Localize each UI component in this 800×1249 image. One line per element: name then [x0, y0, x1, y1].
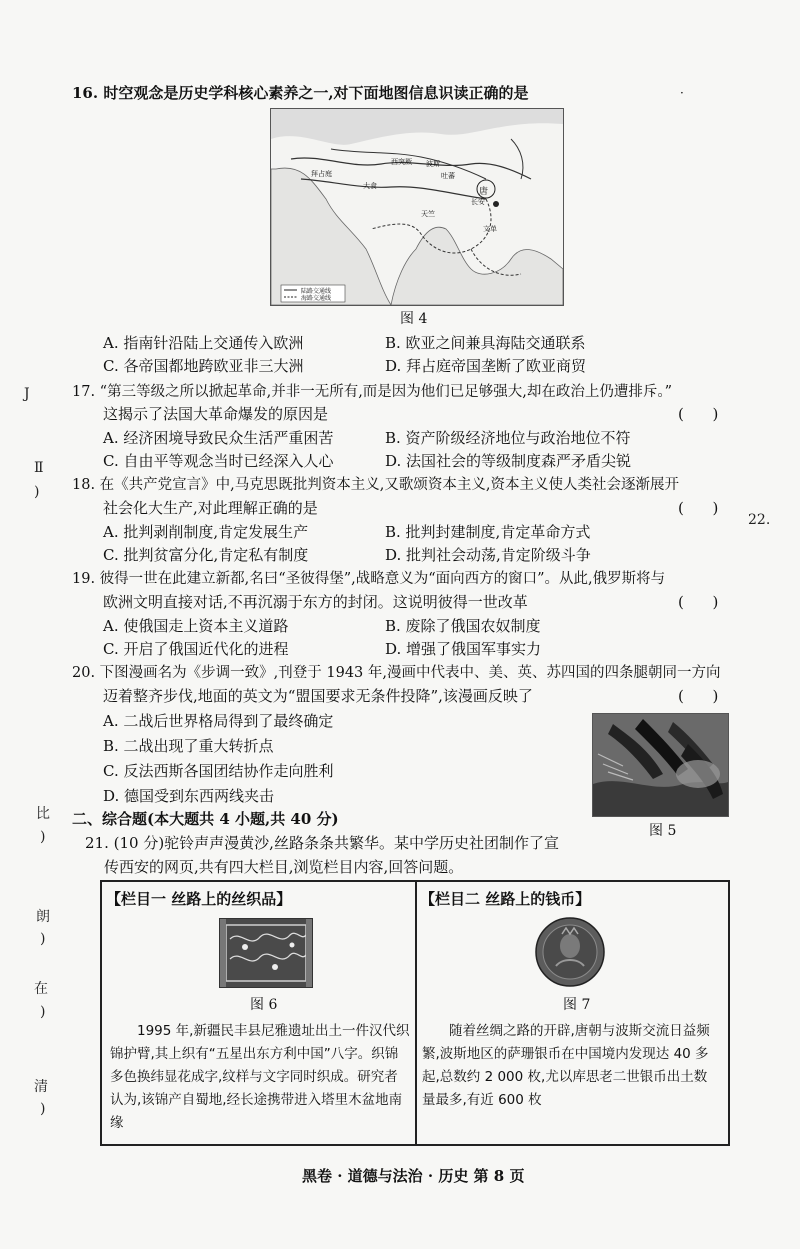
- figure-5-caption: 图 5: [649, 823, 677, 839]
- margin-mark: ): [40, 829, 46, 845]
- q19-option-a[interactable]: A. 使俄国走上资本主义道路: [103, 617, 289, 635]
- q20-option-d[interactable]: D. 德国受到东西两线夹击: [103, 787, 275, 805]
- q16-stem: 16. 时空观念是历史学科核心素养之一,对下面地图信息识读正确的是: [72, 84, 529, 102]
- q18-option-a[interactable]: A. 批判剥削制度,肯定发展生产: [103, 523, 309, 541]
- q19-option-b[interactable]: B. 废除了俄国农奴制度: [385, 617, 541, 635]
- margin-mark: ): [40, 1101, 46, 1117]
- q20-option-a[interactable]: A. 二战后世界格局得到了最终确定: [103, 712, 334, 730]
- map-label: 大食: [363, 182, 377, 190]
- q21-columns-box: [100, 880, 730, 1146]
- q18-stem-line1: 18. 在《共产党宣言》中,马克思既批判资本主义,又歌颂资本主义,资本主义使人类社会逐渐展开: [72, 477, 679, 493]
- map-label: 西突厥: [391, 158, 412, 166]
- figure-7-caption: 图 7: [563, 997, 591, 1013]
- q16-option-b[interactable]: B. 欧亚之间兼具海陆交通联系: [385, 334, 586, 352]
- q16-option-d[interactable]: D. 拜占庭帝国垄断了欧亚商贸: [385, 357, 587, 375]
- q17-stem-line1: 17. “第三等级之所以掀起革命,并非一无所有,而是因为他们已足够强大,却在政治上仍遭排斥。”: [72, 384, 673, 400]
- q18-option-c[interactable]: C. 批判贫富分化,肯定私有制度: [103, 546, 309, 564]
- q20-option-b[interactable]: B. 二战出现了重大转折点: [103, 737, 274, 755]
- q18-stem-line2: 社会化大生产,对此理解正确的是: [103, 499, 318, 517]
- q18-answer-blank[interactable]: ( ): [678, 499, 719, 517]
- q20-stem-line1: 20. 下图漫画名为《步调一致》,刊登于 1943 年,漫画中代表中、美、英、苏四国的四条腿朝同一方向: [72, 665, 721, 681]
- figure-7-coin: [534, 916, 606, 988]
- map-label: 文单: [483, 225, 497, 233]
- marching-legs-cartoon-icon: [593, 714, 728, 816]
- figure-4-map: [270, 108, 564, 306]
- figure-5-cartoon: [592, 713, 729, 817]
- q18-option-b[interactable]: B. 批判封建制度,肯定革命方式: [385, 523, 591, 541]
- margin-mark: 朗: [36, 909, 50, 925]
- margin-mark: J: [24, 386, 30, 402]
- figure-6-brocade: [219, 918, 313, 988]
- map-label: 吐蕃: [441, 172, 455, 180]
- q17-option-a[interactable]: A. 经济困境导致民众生活严重困苦: [103, 429, 334, 447]
- q20-stem-line2: 迈着整齐步伐,地面的英文为“盟国要求无条件投降”,该漫画反映了: [103, 687, 533, 705]
- margin-mark: 比: [36, 806, 50, 822]
- q16-option-c[interactable]: C. 各帝国都地跨欧亚非三大洲: [103, 357, 304, 375]
- q19-stem-line2: 欧洲文明直接对话,不再沉溺于东方的封闭。这说明彼得一世改革: [103, 593, 528, 611]
- sasanian-silver-coin-icon: [534, 916, 606, 988]
- map-label: 天竺: [421, 210, 435, 218]
- column-divider: [415, 882, 417, 1144]
- column-1-title: 【栏目一 丝路上的丝织品】: [106, 890, 292, 908]
- silk-road-map-icon: [271, 109, 563, 305]
- map-legend-sea: 海路交通线: [301, 295, 332, 302]
- q17-answer-blank[interactable]: ( ): [678, 405, 719, 423]
- q16-option-a[interactable]: A. 指南针沿陆上交通传入欧洲: [103, 334, 304, 352]
- map-label: 波斯: [426, 160, 440, 168]
- column-2-title: 【栏目二 丝路上的钱币】: [420, 890, 591, 908]
- q17-option-d[interactable]: D. 法国社会的等级制度森严矛盾尖锐: [385, 452, 632, 470]
- margin-mark: 清: [34, 1079, 48, 1095]
- map-label: 唐: [479, 187, 489, 197]
- margin-mark: ): [40, 931, 46, 947]
- q21-stem-line1: 21. (10 分)驼铃声声漫黄沙,丝路条条共繁华。某中学历史社团制作了宣: [85, 834, 559, 852]
- q19-stem-line1: 19. 彼得一世在此建立新都,名曰“圣彼得堡”,战略意义为“面向西方的窗口”。从此,俄罗斯将与: [72, 571, 666, 587]
- q21-stem-line2: 传西安的网页,共有四大栏目,浏览栏目内容,回答问题。: [104, 858, 464, 876]
- section-2-heading: 二、综合题(本大题共 4 小题,共 40 分): [72, 810, 339, 828]
- brocade-armguard-icon: [220, 919, 312, 987]
- map-label: 拜占庭: [311, 170, 332, 178]
- column-1-text: 1995 年,新疆民丰县尼雅遗址出土一件汉代织锦护臂,其上织有“五星出东方利中国”八字。织锦多色换纬显花成字,纹样与文字同时织成。研究者认为,该锦产自蜀地,经长途携带进入塔里木盆地南缘: [110, 1023, 410, 1131]
- margin-mark-right: 22.: [748, 512, 771, 528]
- figure-4-caption: 图 4: [400, 311, 428, 327]
- margin-mark: 在: [34, 981, 48, 997]
- margin-mark: Ⅱ: [34, 460, 44, 476]
- q19-option-d[interactable]: D. 增强了俄国军事实力: [385, 640, 542, 658]
- q19-option-c[interactable]: C. 开启了俄国近代化的进程: [103, 640, 289, 658]
- q17-option-b[interactable]: B. 资产阶级经济地位与政治地位不符: [385, 429, 631, 447]
- q18-option-d[interactable]: D. 批判社会动荡,肯定阶级斗争: [385, 546, 591, 564]
- page-footer: 黑卷 · 道德与法治 · 历史 第 8 页: [302, 1167, 525, 1185]
- figure-6-caption: 图 6: [250, 997, 278, 1013]
- q19-answer-blank[interactable]: ( ): [678, 593, 719, 611]
- q20-option-c[interactable]: C. 反法西斯各国团结协作走向胜利: [103, 762, 334, 780]
- margin-mark: ): [34, 484, 40, 500]
- map-label: 长安: [471, 198, 485, 206]
- margin-dot: ·: [680, 86, 684, 100]
- margin-mark: ): [40, 1004, 46, 1020]
- q17-option-c[interactable]: C. 自由平等观念当时已经深入人心: [103, 452, 334, 470]
- q20-answer-blank[interactable]: ( ): [678, 687, 719, 705]
- column-2-text: 随着丝绸之路的开辟,唐朝与波斯交流日益频繁,波斯地区的萨珊银币在中国境内发现达 40 多起,总数约 2 000 枚,尤以库思老二世银币出土数量最多,有近 600 枚: [422, 1023, 710, 1108]
- q17-stem-line2: 这揭示了法国大革命爆发的原因是: [103, 405, 329, 423]
- map-legend-land: 陆路交通线: [301, 288, 332, 295]
